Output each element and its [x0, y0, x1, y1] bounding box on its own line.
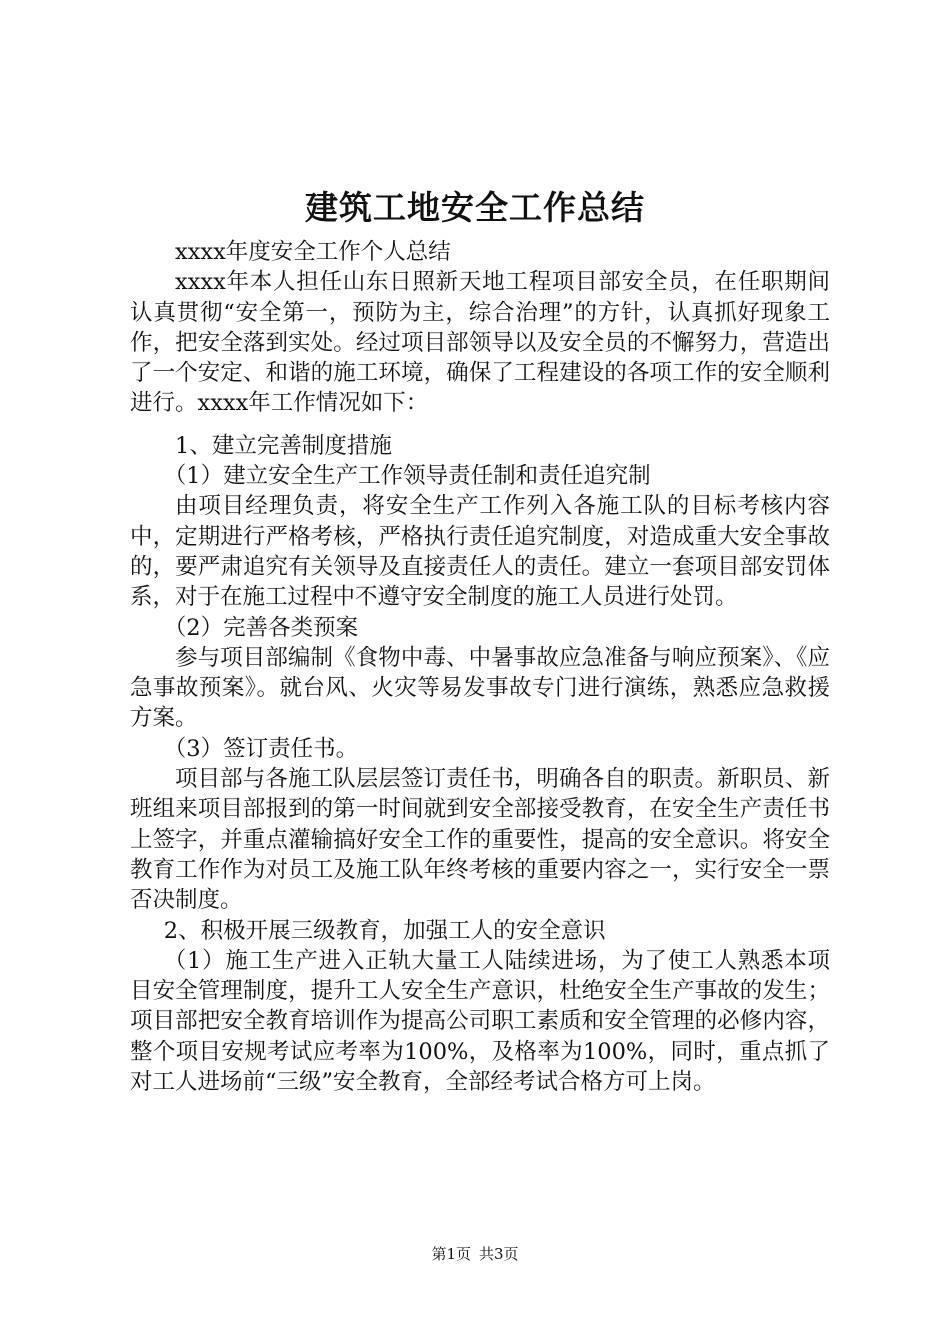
subsection-heading-1-3: （3）签订责任书。 [163, 735, 359, 762]
paragraph-1-2: 参与项目部编制《食物中毒、中暑事故应急准备与响应预案》、《应急事故预案》。就台风、火灾等易发事故专门进行演练，熟悉应急救援方案。 [130, 644, 830, 732]
page-footer [0, 1244, 950, 1264]
paragraph-intro: xxxx年本人担任山东日照新天地工程项目部安全员，在任职期间认真贯彻“安全第一，预防为主，综合治理”的方针，认真抓好现象工作，把安全落到实处。经过项目部领导以及安全员的不懈努力，营造出了一个安定、和谐的施工环境，确保了工程建设的各项工作的安全顺利进行。xxxx年工作情况如下： [130, 269, 830, 417]
subsection-heading-1-2: （2）完善各类预案 [163, 614, 359, 641]
paragraph-2-1: （1）施工生产进入正轨大量工人陆续进场，为了使工人熟悉本项目安全管理制度，提升工人安全生产意识，杜绝安全生产事故的发生；项目部把安全教育培训作为提高公司职工素质和安全管理的必修内容，整个项目安规考试应考率为100%，及格率为100%，同时，重点抓了对工人进场前“三级”安全教育，全部经考试合格方可上岗。 [130, 947, 830, 1096]
page-total: 共3页 [479, 1245, 519, 1263]
section-heading-2: 2、积极开展三级教育，加强工人的安全意识 [163, 917, 606, 944]
page-number: 第1页 [431, 1245, 471, 1263]
paragraph-subtitle: xxxx年度安全工作个人总结 [175, 239, 451, 265]
document-body [130, 237, 830, 1097]
section-heading-1: 1、建立完善制度措施 [175, 432, 392, 459]
subsection-heading-1-1: （1）建立安全生产工作领导责任制和责任追究制 [163, 463, 651, 490]
document-title: 建筑工地安全工作总结 [305, 188, 645, 227]
paragraph-1-1: 由项目经理负责，将安全生产工作列入各施工队的目标考核内容中，定期进行严格考核，严格执行责任追究制度，对造成重大安全事故的，要严肃追究有关领导及直接责任人的责任。建立一套项目部安罚体系，对于在施工过程中不遵守安全制度的施工人员进行处罚。 [130, 493, 830, 611]
paragraph-1-3: 项目部与各施工队层层签订责任书，明确各自的职责。新职员、新班组来项目部报到的第一时间就到安全部接受教育，在安全生产责任书上签字，并重点灌输搞好安全工作的重要性，提高的安全意识。将安全教育工作作为对员工及施工队年终考核的重要内容之一，实行安全一票否决制度。 [130, 766, 830, 914]
